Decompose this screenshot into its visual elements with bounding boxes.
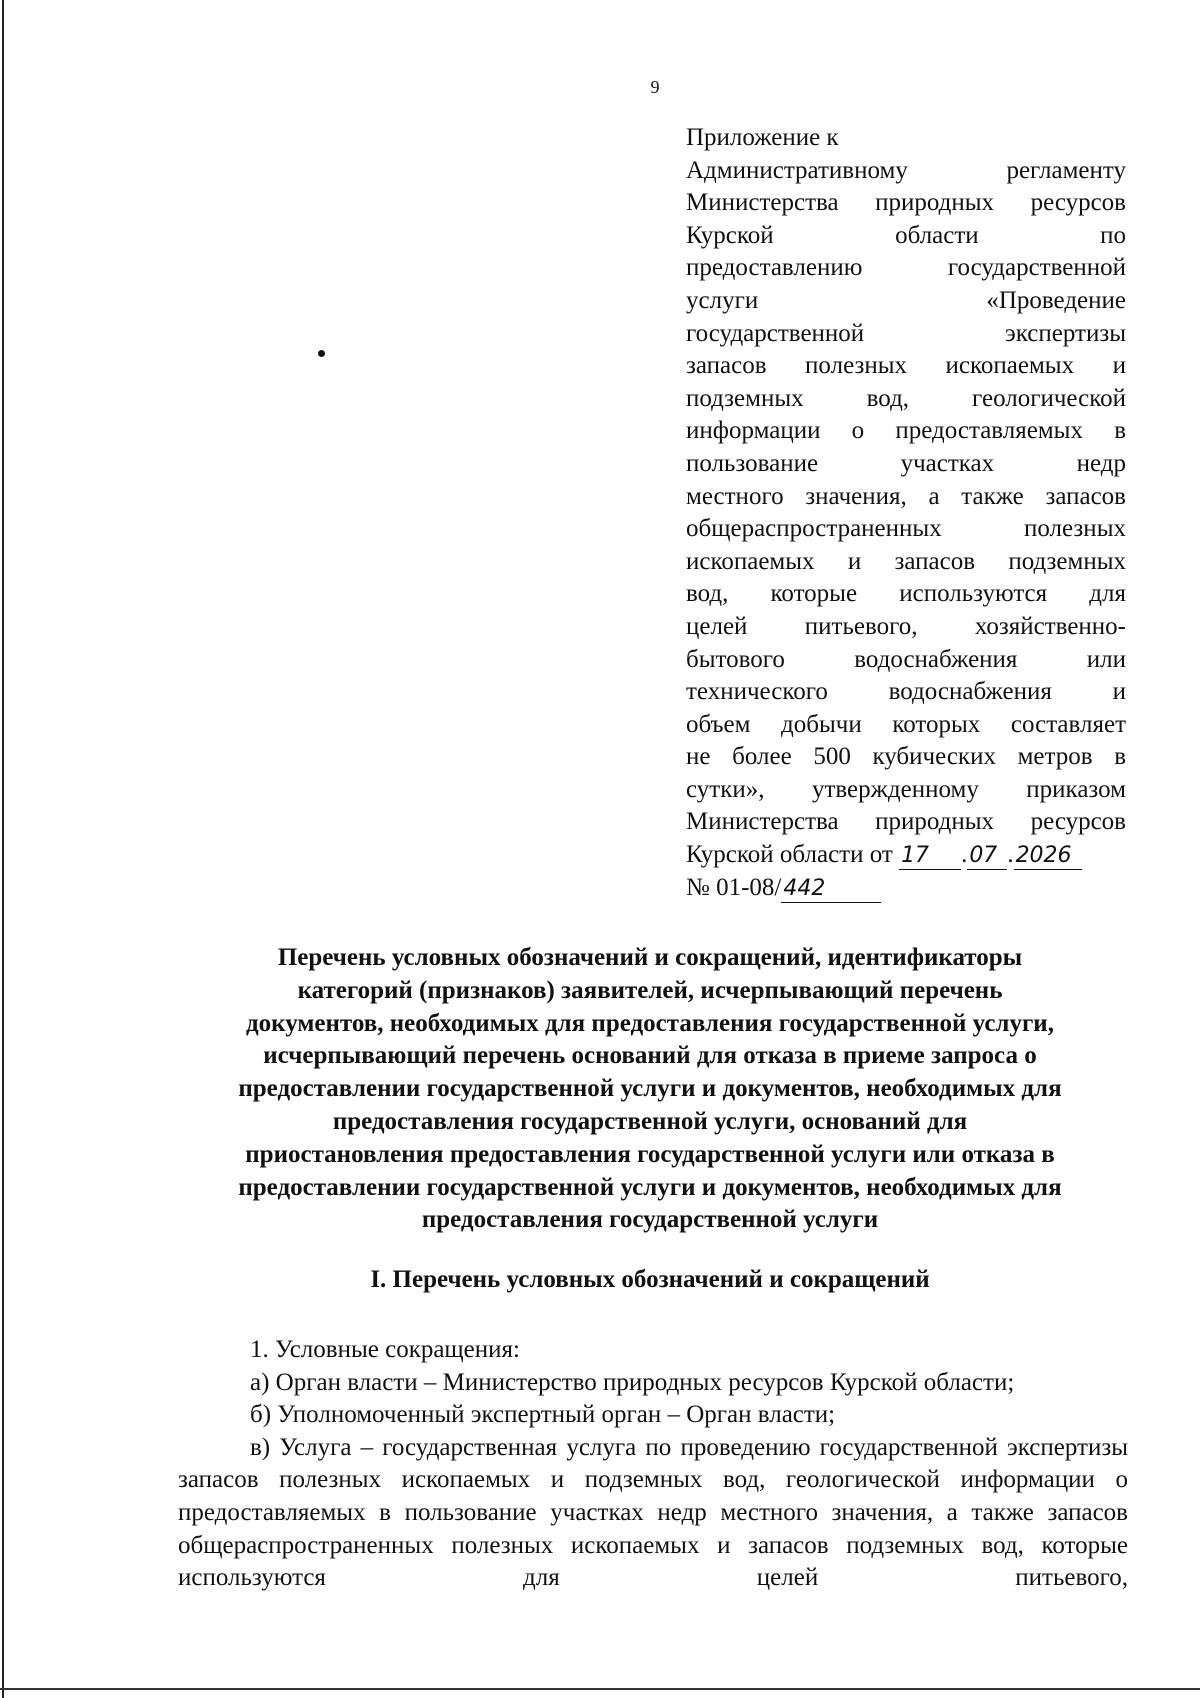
- list-item-b: б) Уполномоченный экспертный орган – Орган власти;: [250, 1401, 836, 1429]
- section-heading: I. Перечень условных обозначений и сокращений: [370, 1266, 930, 1293]
- appendix-line: бытового водоснабжения или: [686, 645, 1126, 673]
- title-line: приостановления предоставления государственной услуги или отказа в: [245, 1140, 1055, 1168]
- section-body: [178, 1334, 1128, 1595]
- list-item-1: 1. Условные сокращения:: [250, 1336, 520, 1363]
- stray-dot-mark: [318, 350, 325, 357]
- title-line: предоставлении государственной услуги и документов, необходимых для: [238, 1075, 1062, 1103]
- appendix-line: Административному регламенту: [686, 156, 1126, 184]
- appendix-line: местного значения, а также запасов: [686, 482, 1126, 510]
- appendix-line: технического водоснабжения и: [686, 678, 1126, 706]
- title-line: исчерпывающий перечень оснований для отказа в приеме запроса о: [263, 1042, 1037, 1070]
- appendix-line: сутки», утвержденному приказом: [686, 775, 1126, 803]
- appendix-line: государственной экспертизы: [686, 319, 1126, 347]
- title-line: документов, необходимых для предоставления государственной услуги,: [246, 1009, 1054, 1037]
- appendix-line: не более 500 кубических метров в: [686, 743, 1126, 771]
- appendix-line: Министерства природных ресурсов: [686, 189, 1126, 217]
- handwritten-month: 07: [967, 843, 1007, 870]
- handwritten-day: 17: [899, 843, 961, 870]
- title-line: предоставлении государственной услуги и документов, необходимых для: [238, 1173, 1062, 1201]
- appendix-line: целей питьевого, хозяйственно-: [686, 612, 1126, 640]
- list-item-a: а) Орган власти – Министерство природных ресурсов Курской области;: [250, 1368, 1015, 1396]
- appendix-line: услуги «Проведение: [686, 286, 1126, 314]
- appendix-line: запасов полезных ископаемых и: [686, 352, 1126, 380]
- number-prefix: № 01-08/: [686, 873, 782, 901]
- appendix-line: объем добычи которых составляет: [686, 710, 1126, 738]
- appendix-number-line: [686, 872, 1126, 905]
- appendix-date-line: Курской области от 17 .07 .2026: [686, 839, 1126, 872]
- scan-edge-left: [2, 0, 4, 1698]
- appendix-line: Курской области по: [686, 221, 1126, 249]
- document-title: [170, 942, 1130, 1237]
- appendix-line: ископаемых и запасов подземных: [686, 547, 1126, 575]
- appendix-line: общераспространенных полезных: [686, 515, 1126, 543]
- list-item-v: в) Услуга – государственная услуга по проведению государственной экспертизы запасов полезных ископаемых и подземных вод, геологической информации о предоставляемых в пользование участках недр местного значения, а также запасов общераспространенных полезных ископаемых и запасов подземных вод, которые используются для целей питьевого,: [178, 1433, 1128, 1592]
- appendix-line: Министерства природных ресурсов: [686, 808, 1126, 836]
- date-prefix: Курской области от: [686, 841, 893, 869]
- page-number: 9: [650, 77, 660, 97]
- scan-edge-bottom: [0, 1688, 1200, 1690]
- title-line: предоставления государственной услуги, оснований для: [332, 1107, 968, 1135]
- appendix-line: вод, которые используются для: [686, 580, 1126, 608]
- title-line: предоставления государственной услуги: [421, 1206, 879, 1234]
- appendix-line: подземных вод, геологической: [686, 384, 1126, 412]
- handwritten-number: 442: [781, 876, 881, 903]
- appendix-block: [686, 122, 1126, 904]
- appendix-line: информации о предоставляемых в: [686, 417, 1126, 445]
- appendix-line: Приложение к: [686, 124, 839, 151]
- appendix-line: пользование участках недр: [686, 449, 1126, 477]
- handwritten-year: 2026: [1014, 843, 1082, 870]
- title-line: Перечень условных обозначений и сокращений, идентификаторы: [277, 944, 1023, 971]
- title-line: категорий (признаков) заявителей, исчерпывающий перечень: [297, 976, 1003, 1004]
- appendix-line: предоставлению государственной: [686, 254, 1126, 282]
